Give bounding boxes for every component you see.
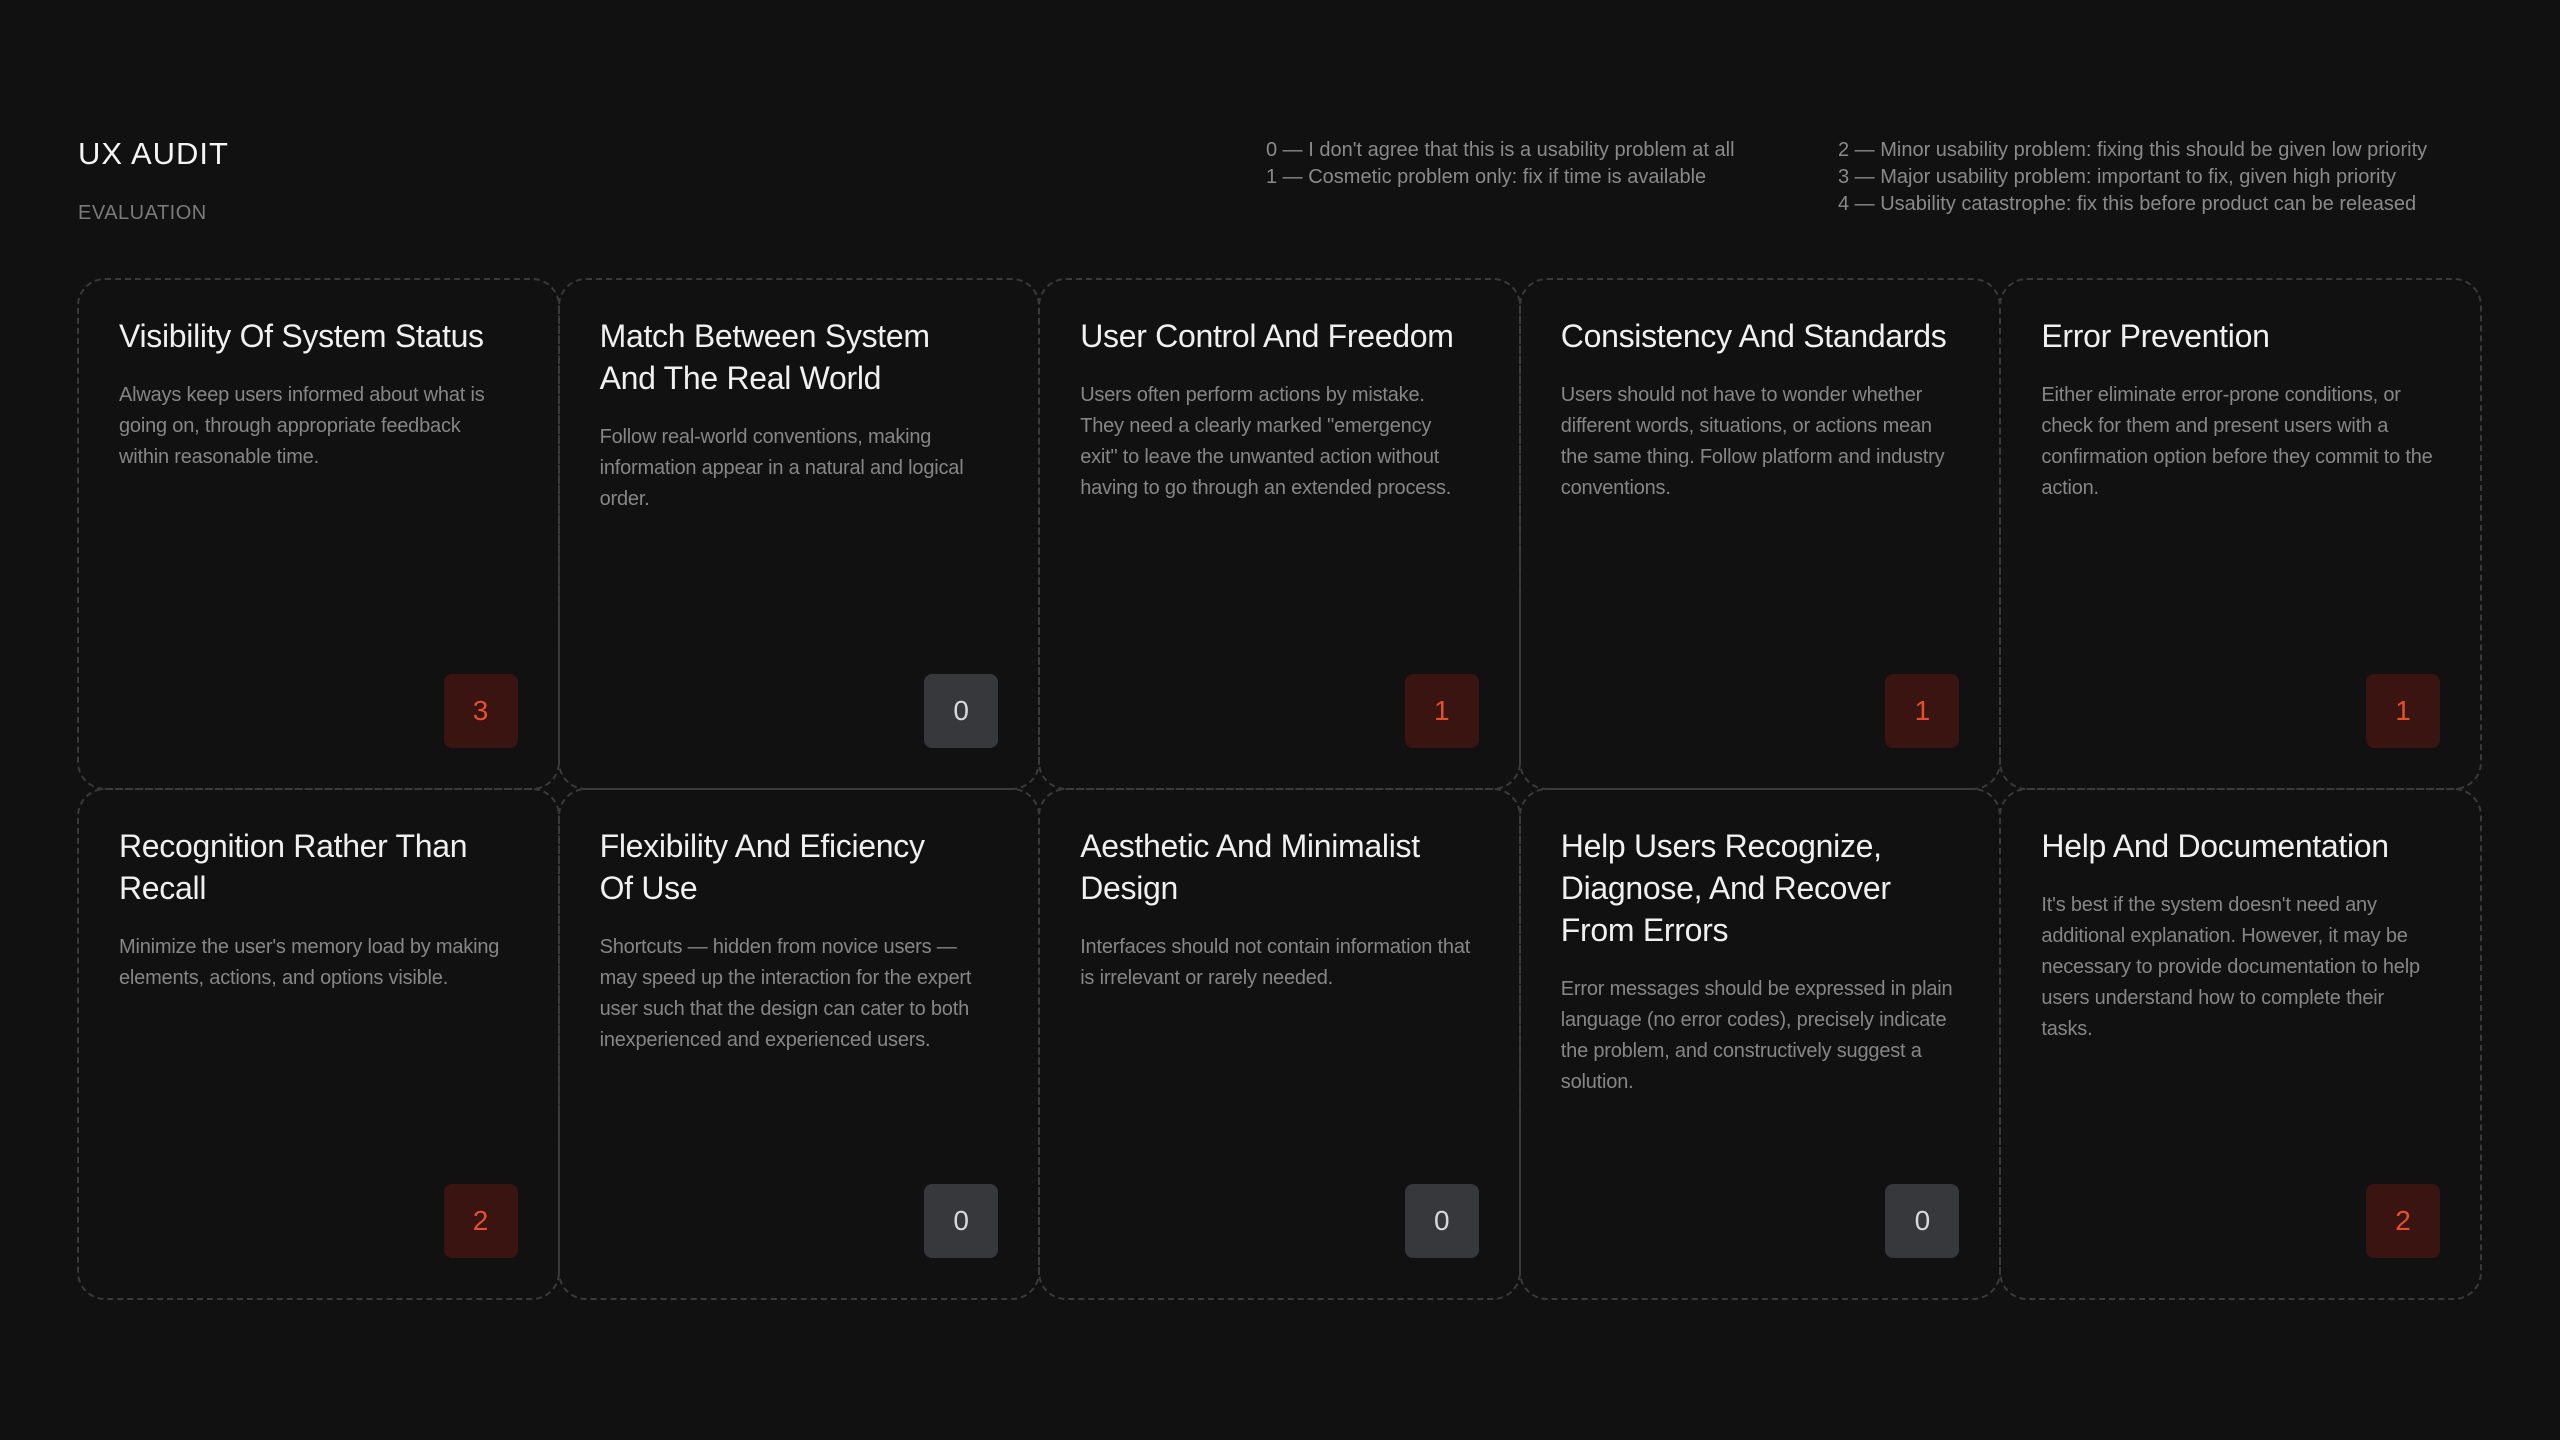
card-description: It's best if the system doesn't need any additional explanation. However, it may be necessary to provide documentation to help users understand how to complete their tasks.	[2041, 894, 2420, 1040]
card-description: Minimize the user's memory load by making elements, actions, and options visible.	[119, 936, 500, 989]
card-description: Interfaces should not contain information that is irrelevant or rarely needed.	[1080, 936, 1471, 989]
severity-legend-right	[1838, 137, 2427, 218]
page-title: UX AUDIT	[78, 136, 229, 171]
severity-badge: 2	[444, 1184, 518, 1258]
severity-badge: 0	[924, 674, 998, 748]
card-description: Shortcuts — hidden from novice users — may speed up the interaction for the expert user such that the design can cater to both inexperienced and experienced users.	[599, 936, 972, 1051]
card-title: Help And Documentation	[2041, 828, 2389, 864]
heuristic-card-error-prevention	[1999, 278, 2482, 790]
card-title: Visibility Of System Status	[119, 318, 484, 354]
card-description: Error messages should be expressed in plain language (no error codes), precisely indicate the problem, and constructively suggest a solution.	[1560, 978, 1953, 1093]
card-description: Either eliminate error-prone conditions, or check for them and present users with a confirmation option before they commit to the action.	[2041, 384, 2433, 499]
heuristic-card-flexibility	[558, 788, 1041, 1300]
card-title: Match Between System And The Real World	[599, 318, 930, 396]
card-description: Users often perform actions by mistake. They need a clearly marked "emergency exit" to leave the unwanted action without having to go through an extended process.	[1080, 384, 1452, 499]
severity-badge: 0	[924, 1184, 998, 1258]
card-title: Help Users Recognize, Diagnose, And Recover From Errors	[1560, 828, 1891, 948]
heuristic-card-consistency	[1519, 278, 2002, 790]
heuristic-card-visibility	[77, 278, 560, 790]
legend-item-3: 3 — Major usability problem: important to fix, given high priority	[1838, 166, 2397, 188]
legend-item-1: 1 — Cosmetic problem only: fix if time is available	[1266, 166, 1707, 188]
severity-badge: 2	[2366, 1184, 2440, 1258]
legend-item-0: 0 — I don't agree that this is a usability problem at all	[1266, 139, 1735, 161]
severity-badge: 0	[1405, 1184, 1479, 1258]
legend-item-4: 4 — Usability catastrophe: fix this before product can be released	[1838, 193, 2417, 215]
card-title: Recognition Rather Than Recall	[119, 828, 468, 906]
heuristic-card-documentation	[1999, 788, 2482, 1300]
heuristic-card-error-recovery	[1519, 788, 2002, 1300]
card-title: User Control And Freedom	[1080, 318, 1454, 354]
severity-badge: 0	[1885, 1184, 1959, 1258]
legend-item-2: 2 — Minor usability problem: fixing this should be given low priority	[1838, 139, 2428, 161]
heuristic-card-real-world	[558, 278, 1041, 790]
heuristic-card-recognition	[77, 788, 560, 1300]
heuristic-card-user-control	[1038, 278, 1521, 790]
severity-badge: 3	[444, 674, 518, 748]
heuristics-grid	[78, 279, 2481, 1299]
page-subtitle: EVALUATION	[78, 202, 207, 224]
severity-badge: 1	[2366, 674, 2440, 748]
card-description: Always keep users informed about what is going on, through appropriate feedback within reasonable time.	[119, 384, 485, 468]
severity-badge: 1	[1405, 674, 1479, 748]
card-description: Users should not have to wonder whether different words, situations, or actions mean the same thing. Follow platform and industry conventions.	[1560, 384, 1945, 499]
severity-legend-left	[1266, 137, 1735, 191]
card-description: Follow real-world conventions, making information appear in a natural and logical order.	[599, 426, 964, 510]
card-title: Error Prevention	[2041, 318, 2270, 354]
card-title: Flexibility And Eficiency Of Use	[599, 828, 925, 906]
card-title: Consistency And Standards	[1560, 318, 1947, 354]
heuristic-card-aesthetic	[1038, 788, 1521, 1300]
card-title: Aesthetic And Minimalist Design	[1080, 828, 1420, 906]
severity-badge: 1	[1885, 674, 1959, 748]
